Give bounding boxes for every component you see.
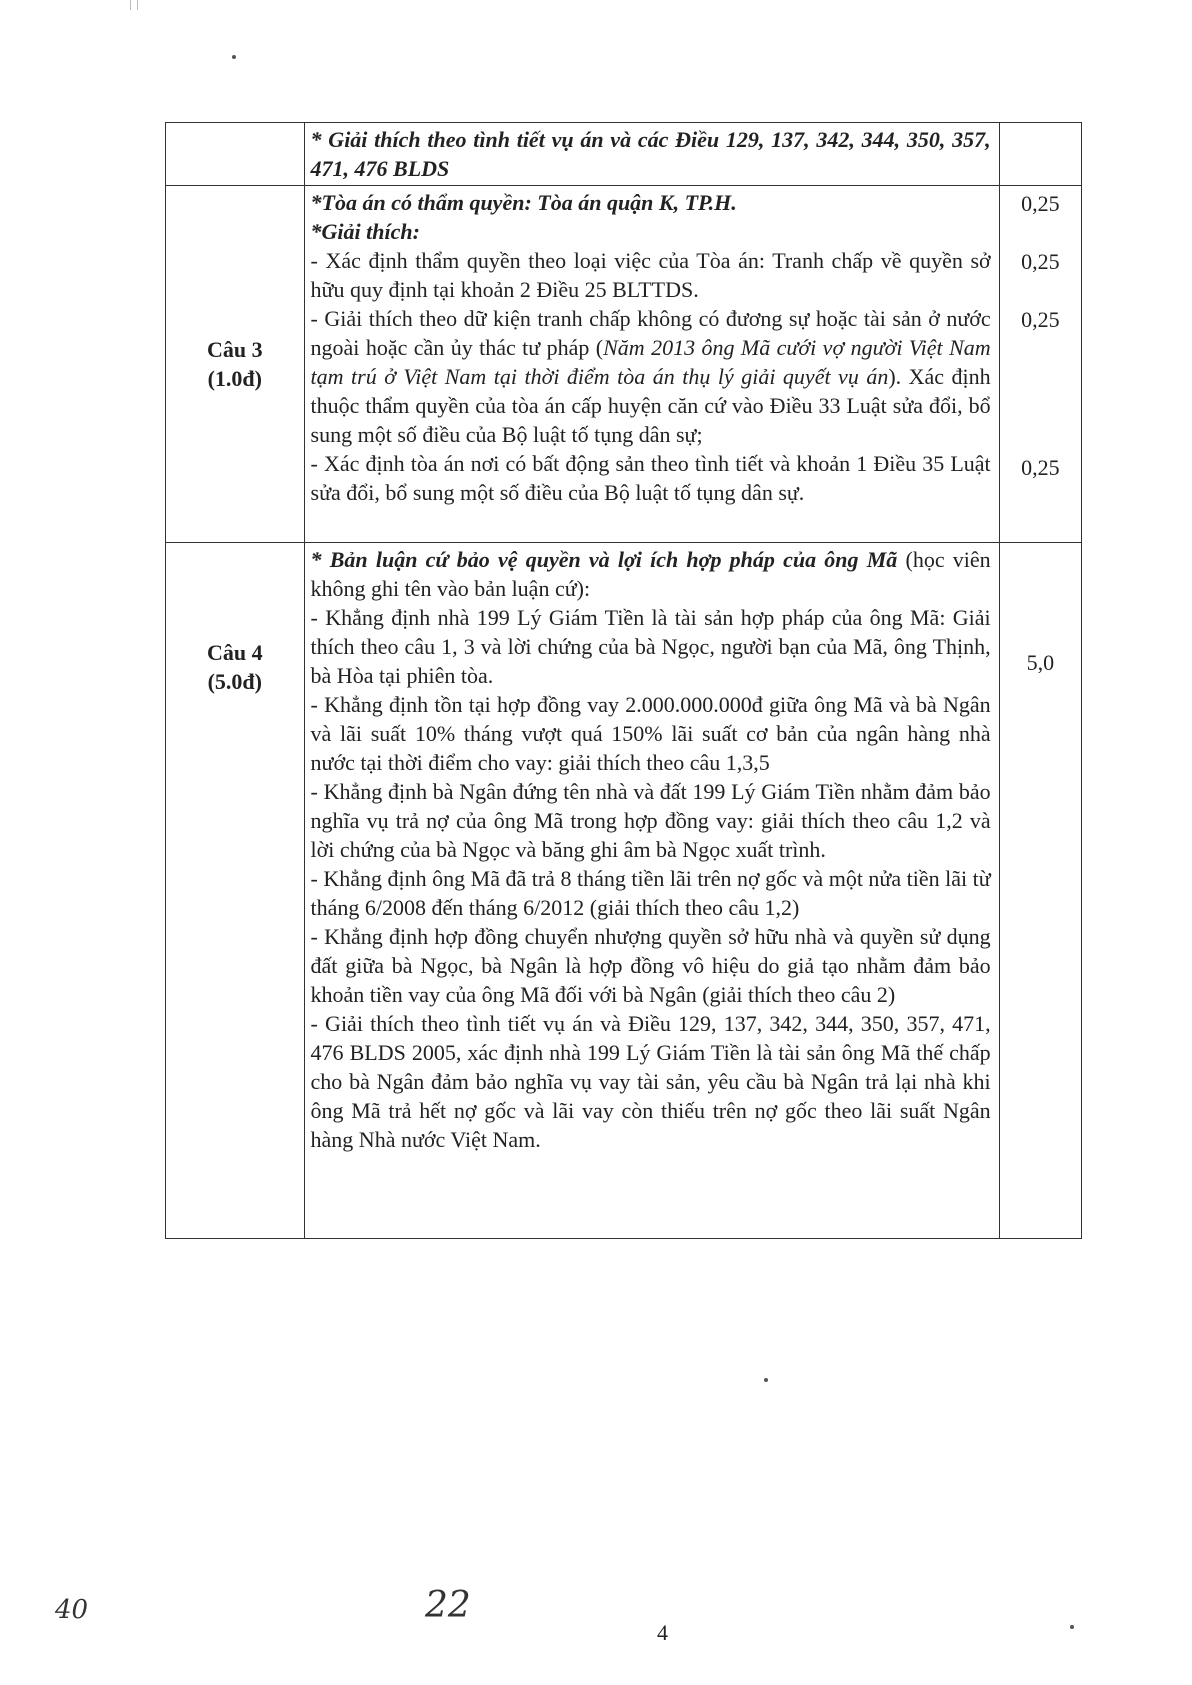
content-cell	[304, 186, 999, 543]
answer-item: - Khẳng định ông Mã đã trả 8 tháng tiền lãi trên nợ gốc và một nửa tiền lãi từ tháng 6/2008 đến tháng 6/2012 (giải thích theo câu 1,2)	[310, 866, 991, 920]
bold-italic-span: * Bản luận cứ bảo vệ quyền và lợi ích hợp pháp của ông Mã	[310, 547, 898, 572]
answer-item: - Khẳng định tồn tại hợp đồng vay 2.000.000.000đ giữa ông Mã và bà Ngân và lãi suất 10% tháng vượt quá 150% lãi suất cơ bản của ngân hàng nhà nước tại thời điểm cho vay: giải thích theo câu 1,3,5	[310, 692, 991, 775]
question-cell	[166, 123, 305, 186]
table-row	[166, 123, 1082, 186]
table-row	[166, 186, 1082, 543]
points-cell	[999, 543, 1081, 1239]
handwritten-page-mark: 22	[425, 1585, 471, 1626]
answer-subheading: *Giải thích:	[310, 219, 420, 244]
text-span: (học viên không ghi tên vào bản luận cứ):	[310, 547, 991, 601]
answer-item: - Khẳng định bà Ngân đứng tên nhà và đất 199 Lý Giám Tiền nhằm đảm bảo nghĩa vụ trả nợ của ông Mã trong hợp đồng vay: giải thích theo câu 1,2 và lời chứng của bà Ngọc và băng ghi âm bà Ngọc xuất trình.	[310, 779, 991, 862]
question-number: Câu 4	[206, 640, 263, 665]
point-value: 0,25	[1021, 455, 1060, 480]
question-cell	[166, 186, 305, 543]
question-number: Câu 3	[206, 337, 263, 362]
answer-item: - Khẳng định nhà 199 Lý Giám Tiền là tài sản hợp pháp của ông Mã: Giải thích theo câu 1, 3 và lời chứng của bà Ngọc, người bạn của Mã, ông Thịnh, bà Hòa tại phiên tòa.	[310, 605, 991, 688]
text-span: - Giải thích theo dữ kiện tranh chấp không có đương sự hoặc tài sản ở nước ngoài hoặc cần ủy thác tư pháp (	[310, 306, 991, 360]
points-cell	[999, 123, 1081, 186]
answer-heading: *Tòa án có thẩm quyền: Tòa án quận K, TP.H.	[310, 190, 737, 215]
question-score: (1.0đ)	[207, 366, 262, 391]
answer-paragraph: - Xác định thẩm quyền theo loại việc của Tòa án: Tranh chấp về quyền sở hữu quy định tại khoản 2 Điều 25 BLTTDS.	[310, 248, 991, 302]
page-number: 4	[657, 1620, 668, 1645]
point-value: 0,25	[1021, 191, 1060, 216]
scan-speck	[232, 55, 236, 59]
content-cell	[304, 543, 999, 1239]
point-value: 0,25	[1021, 249, 1060, 274]
scan-edge-mark	[130, 0, 138, 10]
question-score: (5.0đ)	[207, 669, 262, 694]
scan-speck	[764, 1378, 768, 1382]
row1-text: * Giải thích theo tình tiết vụ án và các Điều 129, 137, 342, 344, 350, 357, 471, 476 BLDS	[310, 127, 991, 181]
table-row	[166, 543, 1082, 1239]
text-span: ). Xác định thuộc thẩm quyền của tòa án cấp huyện căn cứ vào Điều 33 Luật sửa đổi, bổ sung một số điều của Bộ luật tố tụng dân sự;	[310, 364, 991, 447]
point-value: 5,0	[1026, 650, 1055, 675]
point-value: 0,25	[1021, 307, 1060, 332]
answer-paragraph	[311, 304, 991, 449]
answer-key-table	[165, 122, 1082, 1239]
italic-span: Năm 2013 ông Mã cưới vợ người Việt Nam tạm trú ở Việt Nam tại thời điểm tòa án thụ lý giải quyết vụ án	[310, 335, 991, 389]
answer-item: - Giải thích theo tình tiết vụ án và Điều 129, 137, 342, 344, 350, 357, 471, 476 BLDS 2005, xác định nhà 199 Lý Giám Tiền là tài sản ông Mã thế chấp cho bà Ngân đảm bảo nghĩa vụ vay tài sản, yêu cầu bà Ngân trả lại nhà khi ông Mã trả hết nợ gốc và lãi vay còn thiếu trên nợ gốc theo lãi suất Ngân hàng Nhà nước Việt Nam.	[310, 1011, 991, 1152]
question-cell	[166, 543, 305, 1239]
points-cell	[999, 186, 1081, 543]
answer-heading	[311, 545, 991, 603]
scan-speck	[1070, 1625, 1074, 1629]
handwritten-note: 40	[55, 1595, 89, 1625]
answer-paragraph: - Xác định tòa án nơi có bất động sản theo tình tiết và khoản 1 Điều 35 Luật sửa đổi, bổ sung một số điều của Bộ luật tố tụng dân sự.	[310, 451, 991, 505]
answer-item: - Khẳng định hợp đồng chuyển nhượng quyền sở hữu nhà và quyền sử dụng đất giữa bà Ngọc, bà Ngân là hợp đồng vô hiệu do giả tạo nhằm đảm bảo khoản tiền vay của ông Mã đối với bà Ngân (giải thích theo câu 2)	[310, 924, 991, 1007]
content-cell	[304, 123, 999, 186]
